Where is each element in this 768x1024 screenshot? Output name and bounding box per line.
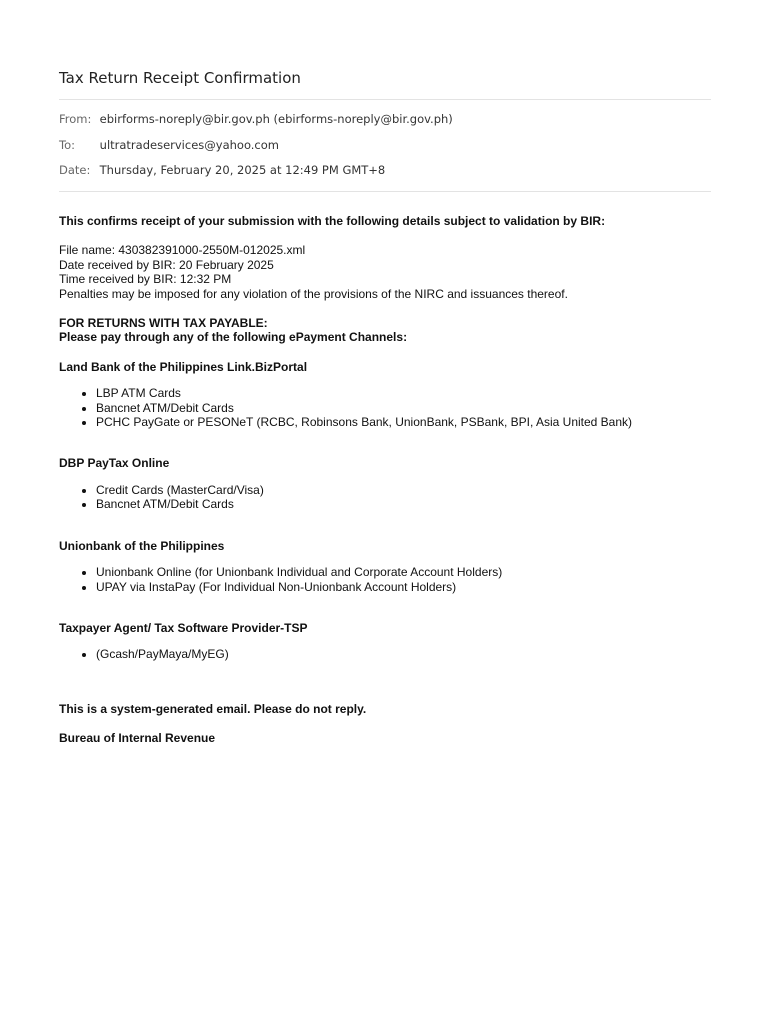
- date-row: [59, 163, 385, 177]
- payable-instruction: Please pay through any of the following ePayment Channels:: [59, 330, 408, 345]
- list-item: • Bancnet ATM/Debit Cards: [96, 497, 711, 511]
- channel-heading-unionbank: Unionbank of the Philippines: [59, 538, 225, 553]
- date-label: Date:: [59, 163, 91, 177]
- channel-list-unionbank: [59, 565, 711, 594]
- date-value: Thursday, February 20, 2025 at 12:49 PM GMT+8: [99, 163, 386, 177]
- list-item: • Bancnet ATM/Debit Cards: [96, 401, 711, 415]
- email-subject: Tax Return Receipt Confirmation: [59, 69, 301, 87]
- from-label: From:: [59, 112, 92, 126]
- from-address[interactable]: ebirforms-noreply@bir.gov.ph (ebirforms-noreply@bir.gov.ph): [99, 112, 453, 126]
- payable-heading: FOR RETURNS WITH TAX PAYABLE:: [59, 316, 268, 331]
- date-received: Date received by BIR: 20 February 2025: [59, 257, 274, 272]
- submission-details: [59, 243, 711, 301]
- to-row: [59, 138, 279, 152]
- list-item: • Unionbank Online (for Unionbank Individual and Corporate Account Holders): [96, 565, 711, 579]
- list-item: • LBP ATM Cards: [96, 386, 711, 400]
- footer-note: This is a system-generated email. Please do not reply.: [59, 701, 367, 716]
- channel-list-landbank: [59, 386, 711, 429]
- list-item: • Credit Cards (MasterCard/Visa): [96, 483, 711, 497]
- channel-heading-landbank: Land Bank of the Philippines Link.BizPortal: [59, 359, 308, 374]
- to-label: To:: [59, 138, 75, 152]
- channel-heading-dbp: DBP PayTax Online: [59, 456, 170, 471]
- channel-heading-tsp: Taxpayer Agent/ Tax Software Provider-TSP: [59, 620, 308, 635]
- file-name: File name: 430382391000-2550M-012025.xml: [59, 243, 306, 258]
- channel-list-dbp: [59, 483, 711, 512]
- header-divider-top: [59, 99, 711, 100]
- payable-section: [59, 316, 711, 345]
- time-received: Time received by BIR: 12:32 PM: [59, 272, 232, 287]
- list-item: • (Gcash/PayMaya/MyEG): [96, 647, 711, 661]
- lead-text: This confirms receipt of your submission with the following details subject to validation by BIR:: [59, 214, 606, 228]
- channel-list-tsp: [59, 647, 711, 661]
- to-address[interactable]: ultratradeservices@yahoo.com: [99, 138, 279, 152]
- penalties-note: Penalties may be imposed for any violation of the provisions of the NIRC and issuances thereof.: [59, 286, 568, 301]
- signature: Bureau of Internal Revenue: [59, 731, 216, 746]
- from-row: [59, 112, 453, 126]
- list-item: • PCHC PayGate or PESONeT (RCBC, Robinsons Bank, UnionBank, PSBank, BPI, Asia United Bank): [96, 415, 711, 429]
- list-item: • UPAY via InstaPay (For Individual Non-Unionbank Account Holders): [96, 580, 711, 594]
- email-body: [59, 214, 711, 746]
- header-divider-bottom: [59, 191, 711, 192]
